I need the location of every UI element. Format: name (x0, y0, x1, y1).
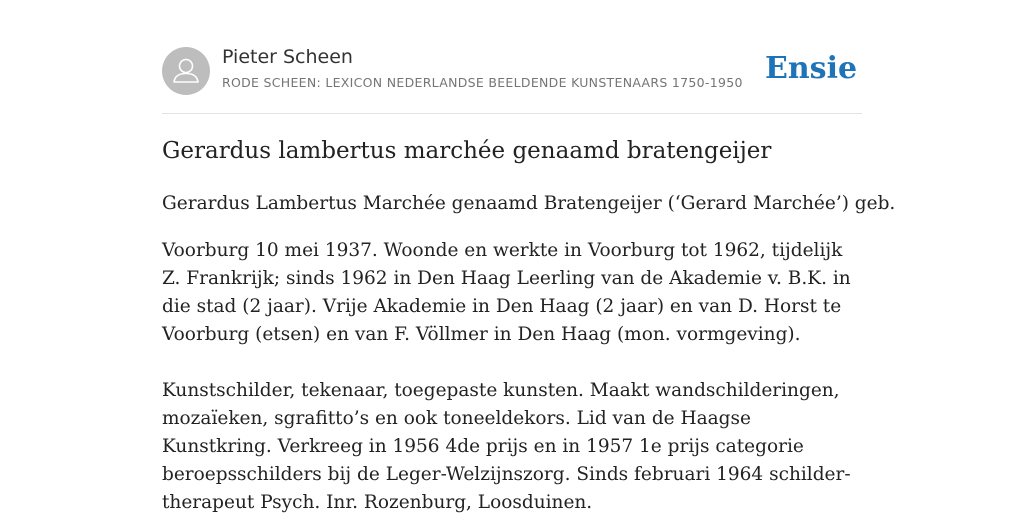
paragraph: Gerardus Lambertus Marchée genaamd Bratengeijer (‘Gerard Marchée’) geb. (162, 193, 896, 214)
paragraph: Kunstschilder, tekenaar, toegepaste kunsten. Maakt wandschilderingen, mozaïeken, sgrafitto’s en ook toneeldekors. Lid van de Haagse Kunstkring. Verkreeg in 1956 4de prijs en in 1957 1e prijs categorie beroepsschilders bij de Leger-Welzijnszorg. Sinds februari 1964 schilder-therapeut Psych. Inr. Rozenburg, Loosduinen. (162, 380, 851, 513)
author-header (162, 46, 862, 96)
author-name[interactable]: Pieter Scheen (222, 46, 353, 68)
source-title[interactable]: RODE SCHEEN: LEXICON NEDERLANDSE BEELDENDE KUNSTENAARS 1750-1950 (222, 75, 743, 90)
brand-logo[interactable]: Ensie (765, 51, 858, 86)
divider (162, 113, 862, 114)
user-icon (162, 47, 210, 95)
avatar[interactable] (162, 47, 210, 95)
page-title: Gerardus lambertus marchée genaamd bratengeijer (162, 138, 772, 164)
paragraph: Voorburg 10 mei 1937. Woonde en werkte in Voorburg tot 1962, tijdelijk Z. Frankrijk; sinds 1962 in Den Haag Leerling van de Akademie v. B.K. in die stad (2 jaar). Vrije Akademie in Den Haag (2 jaar) en van D. Horst te Voorburg (etsen) en van F. Völlmer in Den Haag (mon. vormgeving). (162, 240, 851, 345)
